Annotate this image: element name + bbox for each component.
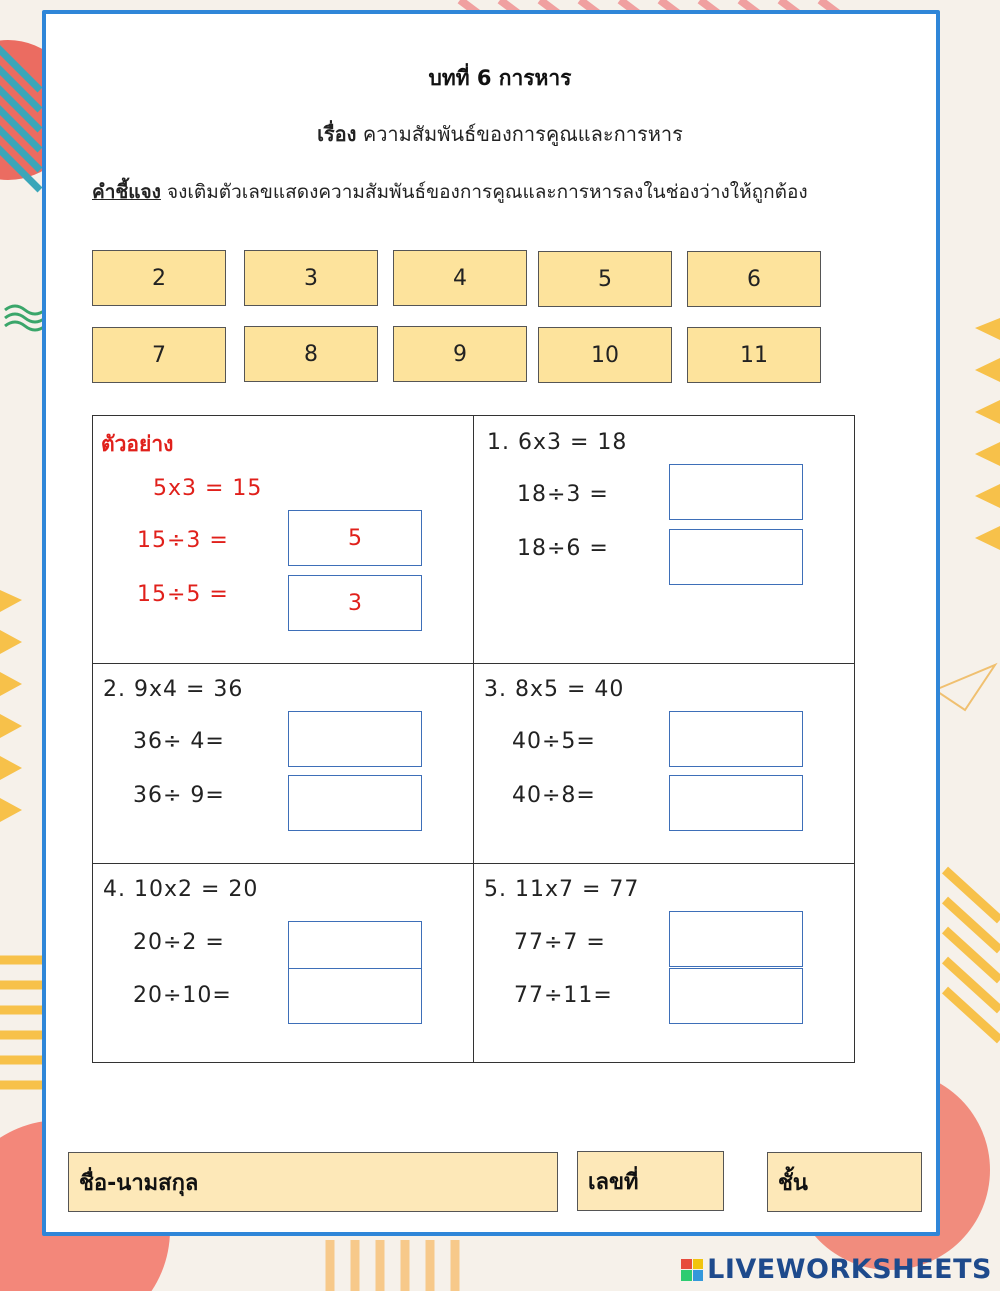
number-tile[interactable]: 4 [393,250,527,306]
question-3-line-1: 40÷5= [512,729,596,754]
liveworksheets-logo [681,1254,992,1285]
number-tile[interactable]: 8 [244,326,378,382]
number-tile[interactable]: 6 [687,251,821,307]
class-field[interactable]: ชั้น [767,1152,922,1212]
grid-divider [92,663,855,664]
brand-grid-icon [681,1259,703,1281]
answer-drop-box[interactable] [288,711,422,767]
answer-drop-box[interactable] [669,911,803,967]
instruction [92,177,808,207]
example-answer-box: 3 [288,575,422,631]
question-2-line-2: 36÷ 9= [133,783,225,808]
example-label: ตัวอย่าง [101,432,174,456]
question-2-header: 2. 9x4 = 36 [103,677,244,702]
question-1-line-1: 18÷3 = [517,482,609,507]
worksheet-title: บทที่ 6 การหาร [428,66,572,90]
student-number-field[interactable]: เลขที่ [577,1151,724,1211]
number-tile[interactable]: 7 [92,327,226,383]
question-3-header: 3. 8x5 = 40 [484,677,625,702]
subtitle-prefix: เรื่อง [317,122,357,146]
number-tile[interactable]: 3 [244,250,378,306]
question-2-line-1: 36÷ 4= [133,729,225,754]
answer-drop-box[interactable] [669,968,803,1024]
question-4-line-2: 20÷10= [133,983,232,1008]
example-equation: 5x3 = 15 [153,476,263,501]
student-name-field[interactable]: ชื่อ-นามสกุล [68,1152,558,1212]
number-tile[interactable]: 11 [687,327,821,383]
answer-drop-box[interactable] [669,464,803,520]
answer-drop-box[interactable] [669,711,803,767]
question-1-header: 1. 6x3 = 18 [487,430,628,455]
number-tile[interactable]: 5 [538,251,672,307]
grid-divider [92,863,855,864]
question-5-line-2: 77÷11= [514,983,613,1008]
instruction-label: คำชี้แจง [92,181,161,203]
answer-drop-box[interactable] [669,529,803,585]
question-5-header: 5. 11x7 = 77 [484,877,640,902]
question-4-line-1: 20÷2 = [133,930,225,955]
answer-drop-box[interactable] [669,775,803,831]
answer-drop-box[interactable] [288,968,422,1024]
answer-drop-box[interactable] [288,775,422,831]
example-line-2: 15÷5 = [137,582,229,607]
worksheet-subtitle [0,118,1000,150]
subtitle-text: ความสัมพันธ์ของการคูณและการหาร [362,122,683,146]
question-1-line-2: 18÷6 = [517,536,609,561]
example-answer-box: 5 [288,510,422,566]
brand-text: LIVEWORKSHEETS [707,1254,992,1285]
example-line-1: 15÷3 = [137,528,229,553]
question-4-header: 4. 10x2 = 20 [103,877,259,902]
number-tile[interactable]: 2 [92,250,226,306]
number-tile[interactable]: 10 [538,327,672,383]
question-5-line-1: 77÷7 = [514,930,606,955]
number-tile[interactable]: 9 [393,326,527,382]
instruction-text: จงเติมตัวเลขแสดงความสัมพันธ์ของการคูณและการหารลงในช่องว่างให้ถูกต้อง [166,181,808,203]
question-3-line-2: 40÷8= [512,783,596,808]
grid-divider [473,415,474,1063]
